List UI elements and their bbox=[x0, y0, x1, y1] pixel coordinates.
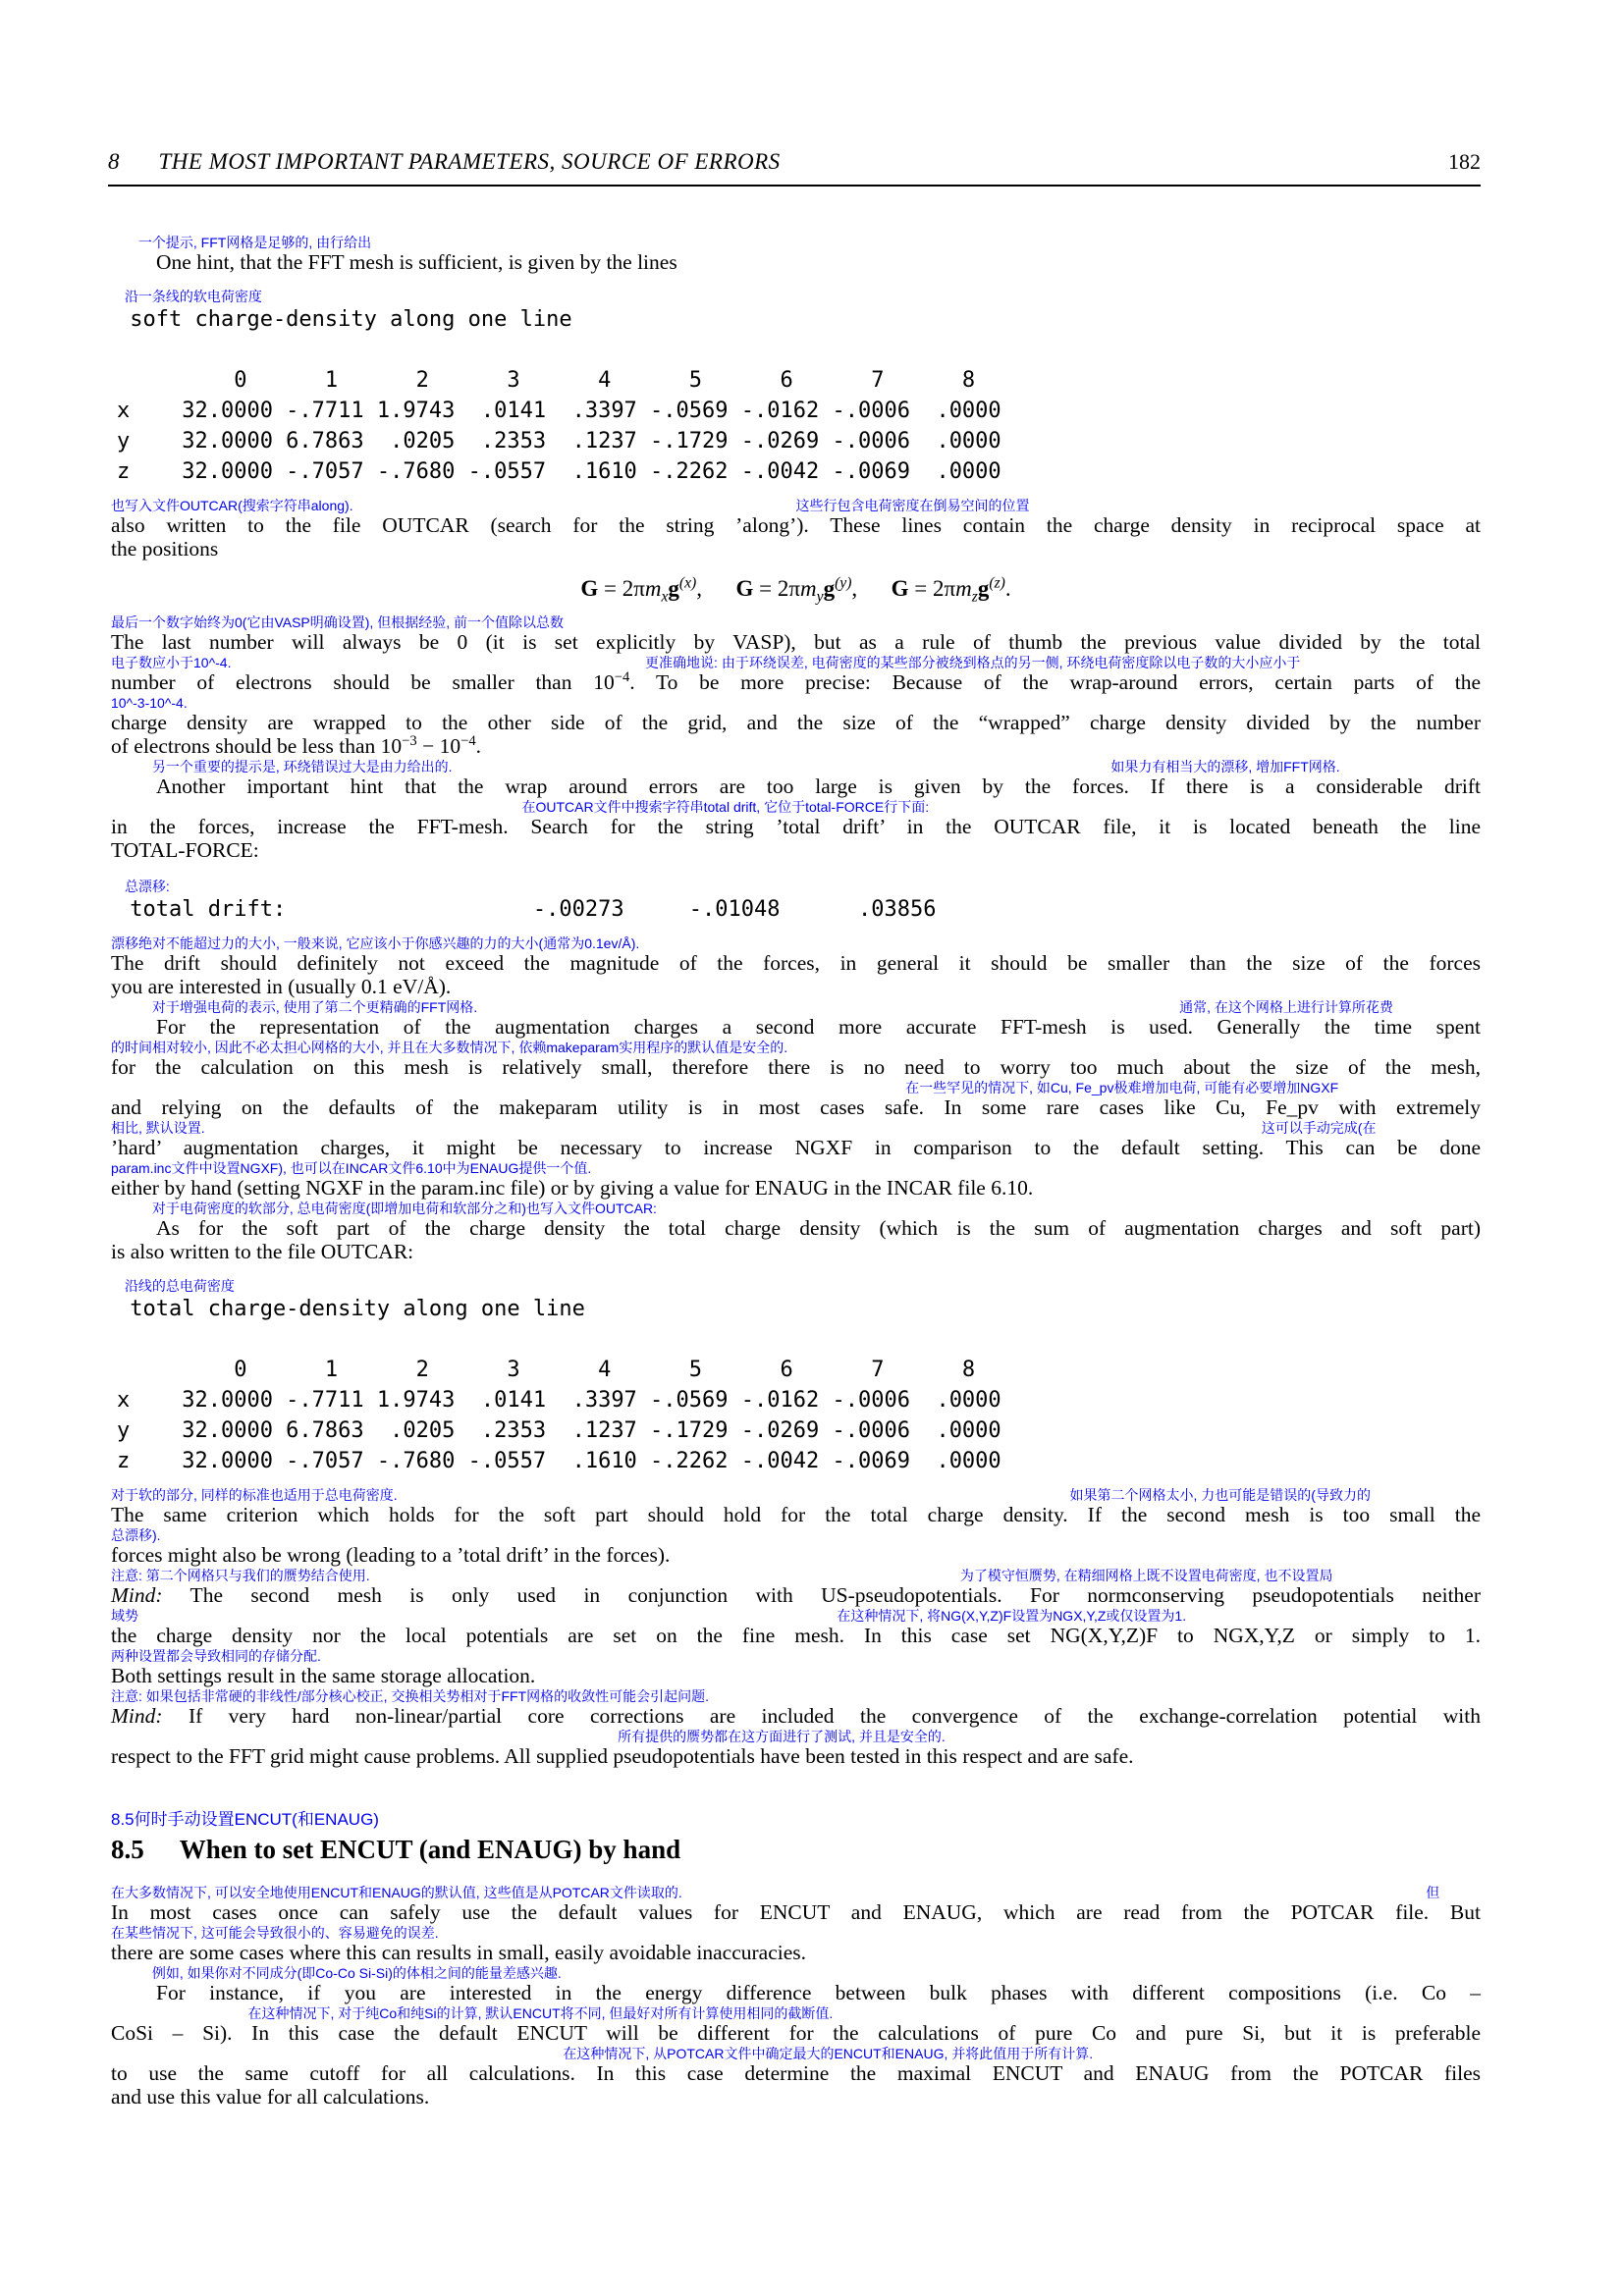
chinese-annotation: 注意: 第二个网格只与我们的赝势结合使用. bbox=[111, 1568, 370, 1583]
text-segment: . bbox=[475, 734, 482, 758]
chinese-annotation: 注意: 如果包括非常硬的非线性/部分核心校正, 交换相关势相对于FFT网格的收敛性可能会引起问题. bbox=[111, 1688, 709, 1704]
chinese-annotation: 的时间相对较小, 因此不必太担心网格的大小, 并且在大多数情况下, 依赖makeparam实用程序的默认值是安全的. bbox=[111, 1040, 788, 1055]
code-block bbox=[111, 288, 1481, 487]
text-segment: Mind: bbox=[111, 1704, 163, 1728]
text-line-unit bbox=[111, 734, 1481, 758]
text-segment: −3 bbox=[402, 732, 417, 749]
chinese-annotation: 在某些情况下, 这可能会导致很小的、容易避免的误差. bbox=[111, 1925, 439, 1941]
chinese-annotation: 在OUTCAR文件中搜索字符串total drift, 它位于total-FORCE行下面: bbox=[521, 799, 930, 815]
annotation-row bbox=[111, 234, 1481, 250]
vertical-spacer bbox=[111, 1866, 1481, 1884]
text-segment: y bbox=[816, 588, 824, 606]
text-segment: = 2π bbox=[753, 576, 800, 601]
text-segment: . To be more precise: Because of the wrap-around errors, certain parts of the bbox=[629, 670, 1481, 694]
code-lines bbox=[111, 304, 1481, 487]
text-line-unit bbox=[111, 497, 1481, 537]
annotation-row bbox=[111, 614, 1481, 630]
text-line-unit bbox=[111, 694, 1481, 734]
chinese-annotation: 如果第二个网格太小, 力也可能是错误的(导致力的 bbox=[1069, 1487, 1371, 1503]
text-line-unit bbox=[111, 1728, 1481, 1768]
chinese-annotation: 更准确地说: 由于环绕误差, 电荷密度的某些部分被绕到格点的另一侧, 环绕电荷密度除以电子数的大小应小于 bbox=[645, 655, 1301, 670]
body-text-line: The same criterion which holds for the soft part should hold for the total charge density. If the second mesh is too small the bbox=[111, 1503, 1481, 1526]
text-segment: (y) bbox=[835, 574, 852, 592]
text-segment: If very hard non-linear/partial core corrections are included the convergence of the exchange-correlation potential with bbox=[162, 1704, 1481, 1728]
annotation-row bbox=[111, 1924, 1481, 1941]
body-text-line bbox=[111, 1095, 1481, 1119]
text-segment: utility is in most cases safe. In some rare cases like Cu, Fe_pv with extremely bbox=[597, 1095, 1481, 1119]
chinese-annotation: 域势 bbox=[111, 1608, 138, 1624]
chinese-annotation: 这可以手动完成(在 bbox=[1261, 1120, 1377, 1136]
header-page-number: 182 bbox=[1448, 149, 1481, 174]
text-line-unit bbox=[111, 998, 1481, 1039]
code-line bbox=[117, 335, 1481, 365]
text-segment: G bbox=[580, 576, 599, 601]
text-segment: (x) bbox=[678, 574, 697, 592]
chinese-annotation: 通常, 在这个网格上进行计算所花费 bbox=[1179, 999, 1393, 1015]
chinese-annotation: 沿线的总电荷密度 bbox=[124, 1278, 235, 1294]
chinese-annotation: 相比, 默认设置. bbox=[111, 1120, 205, 1136]
annotation-row bbox=[111, 1567, 1481, 1583]
body-text-line: the charge density nor the local potentials are set on the fine mesh. In this case set NG(X,Y,Z)F to NGX,Y,Z or simply to 1. bbox=[111, 1624, 1481, 1647]
annotation-row bbox=[111, 1728, 1481, 1744]
code-lines bbox=[111, 1294, 1481, 1476]
body-text-line: either by hand (setting NGXF in the param.inc file) or by giving a value for ENAUG in the INCAR file 6.10. bbox=[111, 1176, 1034, 1200]
code-block bbox=[111, 1277, 1481, 1476]
running-header bbox=[108, 149, 1481, 187]
text-line-unit bbox=[111, 1079, 1481, 1119]
vertical-spacer bbox=[111, 925, 1481, 934]
vertical-spacer bbox=[111, 274, 1481, 288]
chinese-annotation: 漂移绝对不能超过力的大小, 一般来说, 它应该小于你感兴趣的力的大小(通常为0.1ev/Å). bbox=[111, 935, 640, 951]
body-text-line: to use the same cutoff for all calculations. In this case determine the maximal ENCUT and ENAUG from the POTCAR files bbox=[111, 2061, 1481, 2085]
annotation-row bbox=[111, 1964, 1481, 1981]
chinese-annotation: 一个提示, FFT网格是足够的, 由行给出 bbox=[137, 235, 372, 250]
header-section-number: 8 bbox=[108, 149, 120, 174]
annotation-row bbox=[111, 998, 1481, 1015]
chinese-annotation: 为了模守恒赝势, 在精细网格上既不设置电荷密度, 也不设置局 bbox=[959, 1568, 1333, 1583]
text-line-unit bbox=[111, 1924, 1481, 1964]
text-line-unit bbox=[111, 1526, 1481, 1567]
text-line-unit bbox=[111, 1647, 1481, 1687]
annotation-row bbox=[111, 1277, 1481, 1294]
chinese-annotation: 另一个重要的提示是, 环绕错误过大是由力给出的. bbox=[151, 759, 453, 774]
text-line-unit bbox=[111, 614, 1481, 654]
body-text-line: One hint, that the FFT mesh is sufficient, is given by the lines bbox=[156, 250, 677, 274]
text-segment: (z) bbox=[989, 574, 1005, 592]
text-segment: , bbox=[696, 576, 736, 601]
annotation-row bbox=[111, 288, 1481, 304]
annotation-row bbox=[111, 758, 1481, 774]
chinese-annotation: 也写入文件OUTCAR(搜索字符串along). bbox=[111, 498, 353, 513]
text-segment: m bbox=[800, 576, 817, 601]
chinese-annotation: 两种设置都会导致相同的存储分配. bbox=[111, 1648, 321, 1664]
text-segment: g bbox=[668, 576, 679, 601]
text-segment: m bbox=[955, 576, 972, 601]
annotation-row bbox=[111, 1119, 1481, 1136]
text-line-unit bbox=[111, 2085, 1481, 2109]
code-block bbox=[111, 878, 1481, 925]
section-heading-unit bbox=[111, 1811, 1481, 1866]
text-segment: g bbox=[977, 576, 990, 601]
text-line-unit bbox=[111, 1119, 1481, 1159]
body-text-line: in the forces, increase the FFT-mesh. Search for the string ’total drift’ in the OUTCAR file, it is located beneath the line bbox=[111, 815, 1481, 838]
annotation-row bbox=[111, 1811, 1481, 1833]
body-text-line: CoSi – Si). In this case the default ENCUT will be different for the calculations of pure Co and pure Si, but it is preferable bbox=[111, 2021, 1481, 2045]
code-lines bbox=[111, 894, 1481, 925]
annotation-row bbox=[111, 654, 1481, 670]
body-text-line: also written to the file OUTCAR (search for the string ’along’). These lines contain the charge density in reciprocal space at bbox=[111, 513, 1481, 537]
annotation-row bbox=[111, 2045, 1481, 2061]
code-line: total drift: -.00273 -.01048 .03856 bbox=[117, 897, 937, 922]
body-text-line: The last number will always be 0 (it is set explicitly by VASP), but as a rule of thumb the previous value divided by the total bbox=[111, 630, 1481, 654]
text-line-unit bbox=[111, 1240, 1481, 1263]
text-segment: Mind: bbox=[111, 1583, 163, 1607]
text-segment: z bbox=[971, 588, 978, 606]
code-line bbox=[117, 1324, 1481, 1355]
annotation-row bbox=[111, 1079, 1481, 1095]
annotation-row bbox=[111, 1486, 1481, 1503]
chinese-annotation: 在这种情况下, 从POTCAR文件中确定最大的ENCUT和ENAUG, 并将此值用于所有计算. bbox=[563, 2046, 1094, 2061]
chinese-annotation: 总漂移: bbox=[124, 879, 170, 894]
body-text-line: As for the soft part of the charge density the total charge density (which is the sum of augmentation charges and soft part) bbox=[156, 1216, 1481, 1240]
code-line: 0 1 2 3 4 5 6 7 8 bbox=[117, 368, 976, 393]
annotation-row bbox=[111, 878, 1481, 894]
text-segment: −4 bbox=[614, 668, 630, 685]
body-text-line: for the calculation on this mesh is relatively small, therefore there is no need to worry too much about the size of the mesh, bbox=[111, 1055, 1481, 1079]
body-text-line: you are interested in (usually 0.1 eV/Å). bbox=[111, 975, 452, 998]
code-line: soft charge-density along one line bbox=[117, 307, 572, 332]
text-segment: − 10 bbox=[416, 734, 461, 758]
section-heading-title: When to set ENCUT (and ENAUG) by hand bbox=[179, 1835, 681, 1864]
body-text-line: In most cases once can safely use the default values for ENCUT and ENAUG, which are read from the POTCAR file. But bbox=[111, 1900, 1481, 1924]
annotation-row bbox=[111, 1607, 1481, 1624]
body-text-line bbox=[111, 1704, 1481, 1728]
text-line-unit bbox=[111, 1607, 1481, 1647]
chinese-annotation: 对于电荷密度的软部分, 总电荷密度(即增加电荷和软部分之和)也写入文件OUTCAR: bbox=[151, 1201, 657, 1216]
annotation-row bbox=[111, 497, 1481, 513]
code-line: z 32.0000 -.7057 -.7680 -.0557 .1610 -.2262 -.0042 -.0069 .0000 bbox=[117, 459, 1001, 484]
annotation-row bbox=[111, 1884, 1481, 1900]
text-segment: g bbox=[823, 576, 836, 601]
text-line-unit bbox=[111, 654, 1481, 694]
section-heading-number: 8.5 bbox=[111, 1835, 144, 1864]
annotation-row bbox=[111, 694, 1481, 711]
vertical-spacer bbox=[111, 1476, 1481, 1486]
code-line: x 32.0000 -.7711 1.9743 .0141 .3397 -.0569 -.0162 -.0006 .0000 bbox=[117, 399, 1001, 423]
annotation-row bbox=[111, 934, 1481, 951]
text-line-unit bbox=[111, 1159, 1481, 1200]
body-text-line: charge density are wrapped to the other side of the grid, and the size of the “wrapped” charge density divided by the number bbox=[111, 711, 1481, 734]
header-section-title: THE MOST IMPORTANT PARAMETERS, SOURCE OF ERRORS bbox=[158, 149, 781, 174]
text-segment: makeparam bbox=[499, 1095, 598, 1119]
code-line: x 32.0000 -.7711 1.9743 .0141 .3397 -.0569 -.0162 -.0006 .0000 bbox=[117, 1388, 1001, 1413]
text-line-unit bbox=[111, 758, 1481, 798]
text-line-unit bbox=[111, 234, 1481, 274]
text-line-unit bbox=[111, 975, 1481, 998]
body-text-line: For the representation of the augmentation charges a second more accurate FFT-mesh is used. Generally the time spent bbox=[156, 1015, 1481, 1039]
annotation-row bbox=[111, 1159, 1481, 1176]
text-segment: . bbox=[1004, 576, 1011, 601]
body-text-line: TOTAL-FORCE: bbox=[111, 838, 259, 862]
body-text-line: forces might also be wrong (leading to a ’total drift’ in the forces). bbox=[111, 1543, 671, 1567]
chinese-annotation: 在这种情况下, 将NG(X,Y,Z)F设置为NGX,Y,Z或仅设置为1. bbox=[837, 1608, 1187, 1624]
chinese-annotation: 8.5何时手动设置ENCUT(和ENAUG) bbox=[111, 1810, 379, 1829]
chinese-annotation: 在一些罕见的情况下, 如Cu, Fe_pv极难增加电荷, 可能有必要增加NGXF bbox=[905, 1080, 1339, 1095]
text-line-unit bbox=[111, 1884, 1481, 1924]
text-segment: G bbox=[735, 576, 754, 601]
chinese-annotation: 在大多数情况下, 可以安全地使用ENCUT和ENAUG的默认值, 这些值是从POTCAR文件读取的. bbox=[111, 1885, 682, 1900]
body-text-line bbox=[111, 670, 1481, 694]
chinese-annotation: 对于软的部分, 同样的标准也适用于总电荷密度. bbox=[111, 1487, 398, 1503]
text-segment: = 2π bbox=[598, 576, 645, 601]
body-text-line: there are some cases where this can results in small, easily avoidable inaccuracies. bbox=[111, 1941, 807, 1964]
annotation-row bbox=[111, 1200, 1481, 1216]
vertical-spacer bbox=[111, 1263, 1481, 1277]
body-text-line: The drift should definitely not exceed the magnitude of the forces, in general it should be smaller than the size of the forces bbox=[111, 951, 1481, 975]
chinese-annotation: 但 bbox=[1426, 1885, 1440, 1900]
body-text-line: ’hard’ augmentation charges, it might be necessary to increase NGXF in comparison to the default setting. This can be done bbox=[111, 1136, 1481, 1159]
chinese-annotation: 这些行包含电荷密度在倒易空间的位置 bbox=[795, 498, 1030, 513]
text-segment: The second mesh is only used in conjunction with US-pseudopotentials. For normconserving pseudopotentials neither bbox=[162, 1583, 1481, 1607]
vertical-spacer bbox=[111, 1768, 1481, 1811]
body-text-line: Both settings result in the same storage allocation. bbox=[111, 1664, 536, 1687]
text-line-unit bbox=[111, 1486, 1481, 1526]
annotation-row bbox=[111, 1687, 1481, 1704]
code-line: y 32.0000 6.7863 .0205 .2353 .1237 -.1729 -.0269 -.0006 .0000 bbox=[117, 429, 1001, 454]
body-text-line: Another important hint that the wrap around errors are too large is given by the forces. If there is a considerable drift bbox=[156, 774, 1481, 798]
text-segment: x bbox=[661, 588, 669, 606]
text-line-unit bbox=[111, 934, 1481, 975]
text-segment: and relying on the defaults of the bbox=[111, 1095, 500, 1119]
vertical-spacer bbox=[111, 487, 1481, 497]
text-line-unit bbox=[111, 2045, 1481, 2085]
text-segment: m bbox=[644, 576, 662, 601]
chinese-annotation: 最后一个数字始终为0(它由VASP明确设置), 但根据经验, 前一个值除以总数 bbox=[111, 614, 564, 630]
text-segment: G bbox=[891, 576, 909, 601]
chinese-annotation: 沿一条线的软电荷密度 bbox=[124, 289, 262, 304]
code-line: 0 1 2 3 4 5 6 7 8 bbox=[117, 1358, 976, 1382]
vertical-spacer bbox=[111, 862, 1481, 878]
body-text-line: respect to the FFT grid might cause problems. All supplied pseudopotentials have been tested in this respect and are safe. bbox=[111, 1744, 1134, 1768]
code-line: total charge-density along one line bbox=[117, 1297, 585, 1321]
text-segment: −4 bbox=[460, 732, 476, 749]
text-segment: number of electrons should be smaller than 10 bbox=[111, 670, 615, 694]
chinese-annotation: 所有提供的赝势都在这方面进行了测试, 并且是安全的. bbox=[618, 1729, 946, 1744]
text-line-unit bbox=[111, 1964, 1481, 2004]
body-text-line: the positions bbox=[111, 537, 219, 561]
body-text-line: For instance, if you are interested in the energy difference between bulk phases with different compositions (i.e. Co – bbox=[156, 1981, 1481, 2004]
body-text-line: is also written to the file OUTCAR: bbox=[111, 1240, 414, 1263]
section-heading bbox=[111, 1833, 1481, 1866]
chinese-annotation: 如果力有相当大的漂移, 增加FFT网格. bbox=[1110, 759, 1340, 774]
text-line-unit bbox=[111, 537, 1481, 561]
text-line-unit bbox=[111, 798, 1481, 838]
annotation-row bbox=[111, 1526, 1481, 1543]
text-segment: = 2π bbox=[908, 576, 956, 601]
text-line-unit bbox=[111, 1567, 1481, 1607]
text-line-unit bbox=[111, 1687, 1481, 1728]
body-text-line bbox=[111, 734, 1481, 758]
annotation-row bbox=[111, 2004, 1481, 2021]
annotation-row bbox=[111, 1039, 1481, 1055]
chinese-annotation: 例如, 如果你对不同成分(即Co-Co Si-Si)的体相之间的能量差感兴趣. bbox=[151, 1965, 562, 1981]
chinese-annotation: 在这种情况下, 对于纯Co和纯Si的计算, 默认ENCUT将不同, 但最好对所有计算使用相同的截断值. bbox=[247, 2005, 834, 2021]
body-text-line: and use this value for all calculations. bbox=[111, 2085, 430, 2109]
text-line-unit bbox=[111, 1039, 1481, 1079]
text-segment: of electrons should be less than 10 bbox=[111, 734, 403, 758]
annotation-row bbox=[111, 1647, 1481, 1664]
chinese-annotation: param.inc文件中设置NGXF), 也可以在INCAR文件6.10中为ENAUG提供一个值. bbox=[111, 1160, 592, 1176]
chinese-annotation: 对于增强电荷的表示, 使用了第二个更精确的FFT网格. bbox=[151, 999, 478, 1015]
chinese-annotation: 总漂移). bbox=[111, 1527, 161, 1543]
text-line-unit bbox=[111, 838, 1481, 862]
code-line: z 32.0000 -.7057 -.7680 -.0557 .1610 -.2262 -.0042 -.0069 .0000 bbox=[117, 1449, 1001, 1473]
math-formula bbox=[111, 572, 1481, 606]
page-body bbox=[111, 234, 1481, 2109]
code-line: y 32.0000 6.7863 .0205 .2353 .1237 -.1729 -.0269 -.0006 .0000 bbox=[117, 1418, 1001, 1443]
text-line-unit bbox=[111, 1200, 1481, 1240]
chinese-annotation: 电子数应小于10^-4. bbox=[111, 655, 232, 670]
body-text-line bbox=[111, 1583, 1481, 1607]
chinese-annotation: 10^-3-10^-4. bbox=[111, 695, 188, 711]
annotation-row bbox=[111, 798, 1481, 815]
text-segment: , bbox=[851, 576, 892, 601]
text-line-unit bbox=[111, 2004, 1481, 2045]
